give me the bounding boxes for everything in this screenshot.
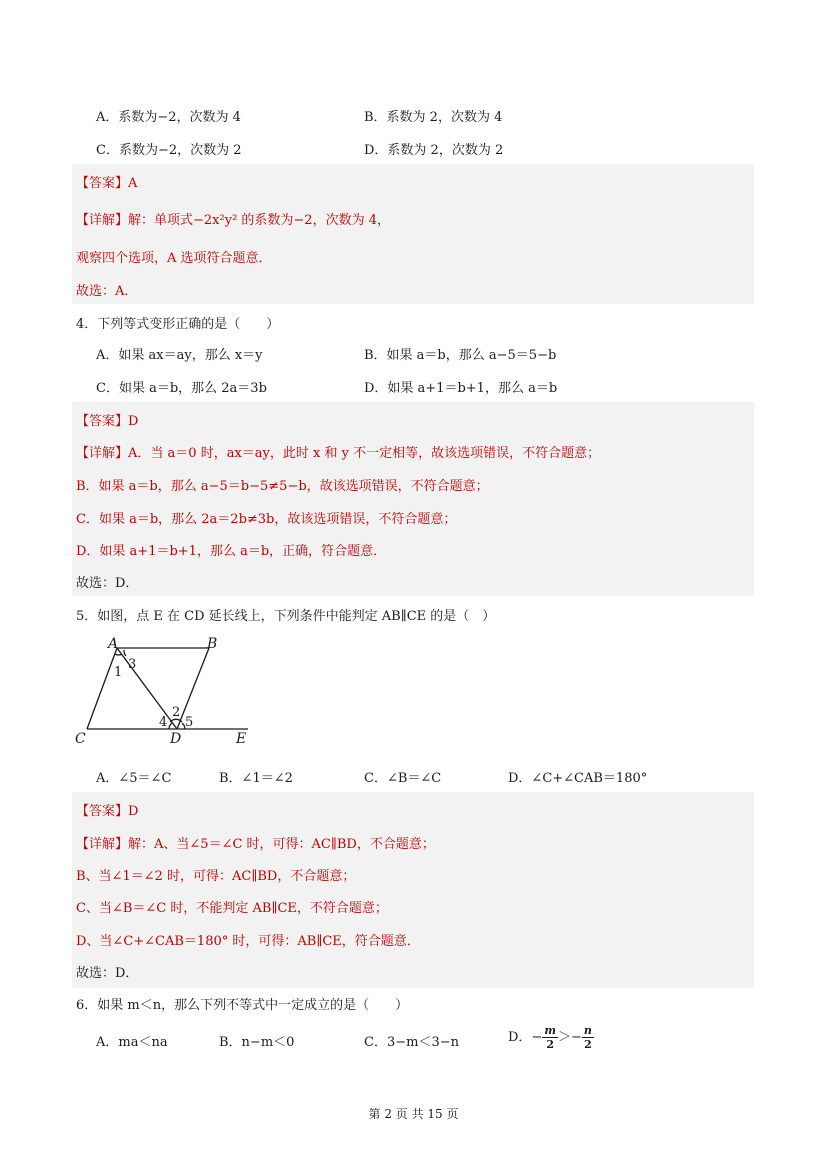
q5-stem: 5．如图，点 E 在 CD 延长线上，下列条件中能判定 AB∥CE 的是（ ） <box>76 609 496 624</box>
q4-stem: 4．下列等式变形正确的是（ ） <box>76 317 280 332</box>
q6-option-c: C．3−m＜3−n <box>364 1035 459 1050</box>
answer-value: D <box>128 804 139 819</box>
denominator-2: 2 <box>546 1038 554 1051</box>
q3-detail-line-2: 观察四个选项，A 选项符合题意． <box>76 251 272 266</box>
q5-option-b: B．∠1＝∠2 <box>219 771 293 786</box>
segment-ad <box>117 648 177 729</box>
neg-sign: − <box>531 1030 543 1045</box>
segment-ac <box>87 648 117 729</box>
q6-option-a: A．ma＜na <box>96 1035 168 1050</box>
q4-answer-line <box>76 410 138 429</box>
q4-detail-line-1 <box>76 442 600 461</box>
q5-detail-line-2: B、当∠1＝∠2 时，可得：AC∥BD，不合题意； <box>76 869 356 884</box>
q4-detail-line-2: B．如果 a＝b，那么 a−5＝b−5≠5−b，故该选项错误，不符合题意； <box>76 479 489 494</box>
detail-tag: 【详解】 <box>76 213 129 228</box>
parallelogram-figure <box>72 636 262 748</box>
q3-option-b: B．系数为 2，次数为 4 <box>364 110 503 125</box>
label-c: C <box>75 731 86 747</box>
numerator-n: n <box>583 1024 592 1037</box>
fraction-m-over-2 <box>542 1024 558 1051</box>
option-d-prefix: D． <box>508 1030 532 1045</box>
q4-detail-line-3: C．如果 a＝b，那么 2a＝2b≠3b，故该选项错误，不符合题意； <box>76 512 457 527</box>
label-d: D <box>170 731 182 747</box>
q6-stem: 6．如果 m＜n，那么下列不等式中一定成立的是（ ） <box>76 998 409 1013</box>
q3-detail-line-1 <box>76 209 390 228</box>
q5-answer-line <box>76 800 138 819</box>
greater-neg-sign: ＞− <box>557 1030 582 1045</box>
q4-option-c: C．如果 a＝b，那么 2a＝3b <box>96 381 267 396</box>
numerator-m: m <box>544 1024 556 1037</box>
q5-option-c: C．∠B＝∠C <box>364 771 442 786</box>
q5-detail-line-3: C、当∠B＝∠C 时，不能判定 AB∥CE，不符合题意； <box>76 901 388 916</box>
q4-detail-line-4: D．如果 a+1＝b+1，那么 a＝b，正确，符合题意． <box>76 544 387 559</box>
q4-option-b: B．如果 a＝b，那么 a−5＝5−b <box>364 348 557 363</box>
q3-answer-box <box>72 164 754 304</box>
answer-value: D <box>128 414 139 429</box>
q3-option-a: A．系数为−2，次数为 4 <box>96 110 241 125</box>
label-angle-1: 1 <box>114 665 123 680</box>
label-e: E <box>236 731 247 747</box>
label-angle-2: 2 <box>172 705 181 720</box>
q3-option-d: D．系数为 2，次数为 2 <box>364 143 504 158</box>
q5-detail-line-1 <box>76 833 435 852</box>
detail-text: 解：单项式−2x²y² 的系数为−2，次数为 4， <box>128 213 390 228</box>
label-angle-5: 5 <box>185 715 194 730</box>
detail-tag: 【详解】 <box>76 837 129 852</box>
angle-arc-3 <box>124 650 126 656</box>
q4-option-a: A．如果 ax＝ay，那么 x＝y <box>96 348 263 363</box>
detail-text: 解：A、当∠5＝∠C 时，可得：AC∥BD，不合题意； <box>128 837 435 852</box>
answer-tag: 【答案】 <box>76 414 129 429</box>
denominator-2: 2 <box>584 1038 592 1051</box>
q5-option-a: A．∠5＝∠C <box>96 771 172 786</box>
label-a: A <box>108 636 119 652</box>
q5-answer-box <box>72 792 754 988</box>
label-angle-4: 4 <box>159 715 168 730</box>
answer-value: A <box>128 176 138 191</box>
q5-conclusion: 故选：D． <box>76 966 139 981</box>
detail-tag: 【详解】 <box>76 446 129 461</box>
label-b: B <box>207 636 218 652</box>
q3-answer-line <box>76 172 137 191</box>
q5-option-d: D．∠C+∠CAB＝180° <box>508 771 648 786</box>
label-angle-3: 3 <box>128 657 137 672</box>
angle-arc-1 <box>115 654 122 655</box>
fraction-n-over-2 <box>582 1024 594 1051</box>
q4-answer-box <box>72 402 754 596</box>
q3-option-c: C．系数为−2，次数为 2 <box>96 143 242 158</box>
q3-detail-line-3: 故选：A． <box>76 284 138 299</box>
detail-text: A．当 a＝0 时，ax＝ay，此时 x 和 y 不一定相等，故该选项错误，不符合题意； <box>128 446 601 461</box>
q6-option-d <box>508 1024 594 1051</box>
answer-tag: 【答案】 <box>76 804 129 819</box>
q4-option-d: D．如果 a+1＝b+1，那么 a＝b <box>364 381 558 396</box>
q5-detail-line-4: D、当∠C+∠CAB＝180° 时，可得：AB∥CE，符合题意． <box>76 934 420 949</box>
angle-arc-4 <box>169 723 172 729</box>
page-footer: 第 2 页 共 15 页 <box>368 1107 459 1121</box>
answer-tag: 【答案】 <box>76 176 129 191</box>
q6-option-b: B．n−m＜0 <box>219 1035 295 1050</box>
q4-conclusion: 故选：D． <box>76 576 139 591</box>
